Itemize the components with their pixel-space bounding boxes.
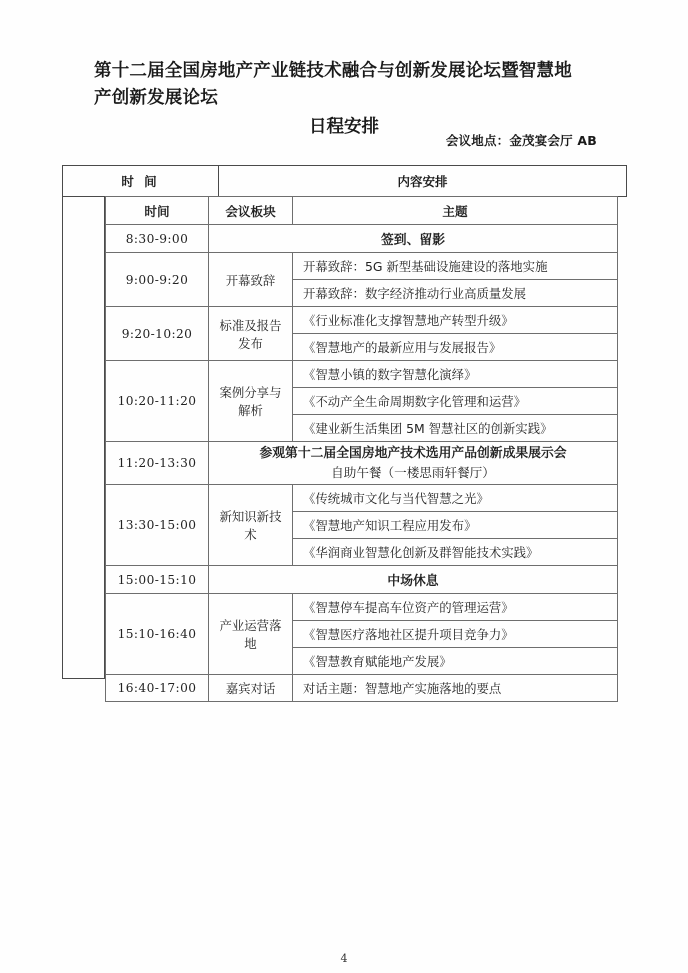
cell-time: 10:20-11:20 xyxy=(106,361,209,442)
cell-session-block: 案例分享与解析 xyxy=(209,361,293,442)
outer-header-content: 内容安排 xyxy=(397,174,448,189)
cell-time: 16:40-17:00 xyxy=(106,675,209,702)
column-header-block: 会议板块 xyxy=(209,197,293,225)
venue-label: 会议地点：金茂宴会厅 AB xyxy=(445,133,597,148)
schedule-table xyxy=(105,196,618,702)
table-row xyxy=(106,485,618,512)
cell-topic: 《智慧地产的最新应用与发展报告》 xyxy=(293,334,618,361)
document-subtitle: 日程安排 xyxy=(309,117,379,137)
cell-topic: 《华润商业智慧化创新及群智能技术实践》 xyxy=(293,539,618,566)
table-row xyxy=(106,225,618,253)
cell-topic: 《传统城市文化与当代智慧之光》 xyxy=(293,485,618,512)
cell-topic: 《智慧小镇的数字智慧化演绎》 xyxy=(293,361,618,388)
table-row xyxy=(106,594,618,621)
table-row xyxy=(106,307,618,334)
cell-session-block: 产业运营落地 xyxy=(209,594,293,675)
cell-time: 15:00-15:10 xyxy=(106,566,209,594)
merged-line-2: 自助午餐（一楼思雨轩餐厅） xyxy=(331,465,495,480)
table-row xyxy=(106,253,618,280)
table-row xyxy=(106,361,618,388)
document-title-line2: 产创新发展论坛 xyxy=(94,88,218,108)
table-row xyxy=(106,675,618,702)
title-block xyxy=(0,58,688,141)
outer-table-left-spine xyxy=(62,196,105,679)
column-header-topic: 主题 xyxy=(293,197,618,225)
schedule-table-body xyxy=(106,225,618,702)
table-header-row xyxy=(106,197,618,225)
cell-merged-content: 签到、留影 xyxy=(209,225,618,253)
cell-topic: 《建业新生活集团 5M 智慧社区的创新实践》 xyxy=(293,415,618,442)
cell-topic: 《不动产全生命周期数字化管理和运营》 xyxy=(293,388,618,415)
cell-topic: 开幕致辞：数字经济推动行业高质量发展 xyxy=(293,280,618,307)
cell-session-block: 新知识新技术 xyxy=(209,485,293,566)
cell-merged-content: 中场休息 xyxy=(209,566,618,594)
cell-topic: 《行业标准化支撑智慧地产转型升级》 xyxy=(293,307,618,334)
cell-time: 15:10-16:40 xyxy=(106,594,209,675)
cell-merged-content xyxy=(209,442,618,485)
cell-time: 8:30-9:00 xyxy=(106,225,209,253)
cell-time: 9:20-10:20 xyxy=(106,307,209,361)
cell-session-block: 开幕致辞 xyxy=(209,253,293,307)
cell-time: 11:20-13:30 xyxy=(106,442,209,485)
cell-topic: 对话主题：智慧地产实施落地的要点 xyxy=(293,675,618,702)
document-title xyxy=(94,58,594,112)
column-header-time: 时间 xyxy=(106,197,209,225)
cell-session-block: 嘉宾对话 xyxy=(209,675,293,702)
table-row xyxy=(106,566,618,594)
document-title-line1: 第十二届全国房地产产业链技术融合与创新发展论坛暨智慧地 xyxy=(94,61,572,81)
cell-time: 13:30-15:00 xyxy=(106,485,209,566)
outer-header-time: 时 间 xyxy=(63,166,219,196)
cell-topic: 《智慧地产知识工程应用发布》 xyxy=(293,512,618,539)
cell-topic: 《智慧停车提高车位资产的管理运营》 xyxy=(293,594,618,621)
table-row xyxy=(106,442,618,485)
cell-topic: 《智慧医疗落地社区提升项目竞争力》 xyxy=(293,621,618,648)
outer-table-header xyxy=(62,165,627,197)
cell-session-block: 标准及报告发布 xyxy=(209,307,293,361)
cell-topic: 《智慧教育赋能地产发展》 xyxy=(293,648,618,675)
cell-time: 9:00-9:20 xyxy=(106,253,209,307)
merged-line-1: 参观第十二届全国房地产技术选用产品创新成果展示会 xyxy=(259,446,567,461)
page-number: 4 xyxy=(340,952,348,965)
cell-topic: 开幕致辞：5G 新型基础设施建设的落地实施 xyxy=(293,253,618,280)
